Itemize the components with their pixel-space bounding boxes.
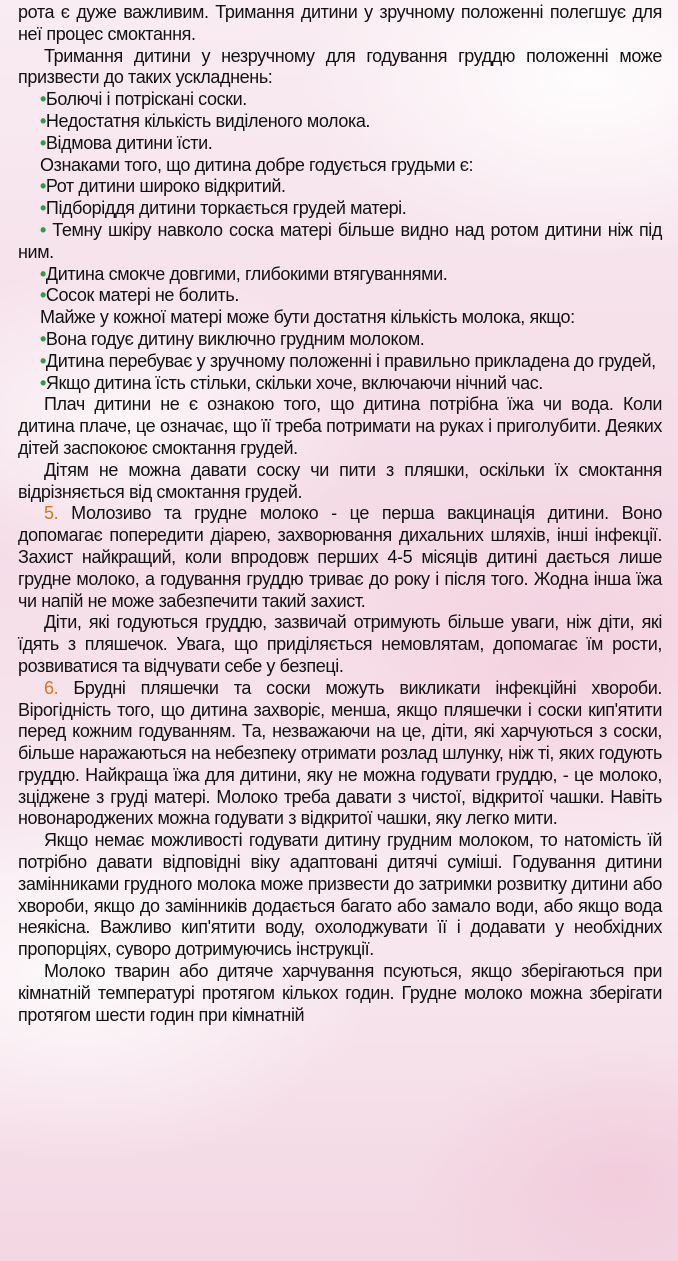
paragraph-1: рота є дуже важливим. Тримання дитини у зручному положенні полегшує для неї процес смоктання. — [18, 2, 662, 44]
bullet-icon: • — [40, 350, 46, 371]
section-5-text: Молозиво та грудне молоко - це перша вакцинація дитини. Воно допомагає попередити діарею, захворювання дихальних шляхів, інші інфекції. Захист найкращий, коли впродовж перших 4-5 місяців дитині дається лише грудне молоко, а годування груддю триває до року і після того. Жодна інша їжа чи напій не може забезпечити такий захист. — [18, 503, 662, 611]
paragraph-5: Плач дитини не є ознакою того, що дитина потрібна їжа чи вода. Коли дитина плаче, це означає, що її треба потримати на руках і приголубити. Деяких дітей заспокоює смоктання грудей. — [18, 394, 662, 458]
list-item — [18, 264, 662, 286]
list-item-text: Дитина перебуває у зручному положенні і правильно прикладена до грудей, — [45, 350, 656, 371]
bullet-icon: • — [40, 132, 46, 153]
list-item — [18, 133, 662, 155]
list-item-text: Вона годує дитину виключно грудним молоком. — [45, 328, 425, 349]
paragraph-2: Тримання дитини у незручному для годування груддю положенні може призвести до таких ускладнень: — [18, 45, 662, 88]
paragraph-11: Молоко тварин або дитяче харчування псуються, якщо зберігаються при кімнатній температурі протягом кількох годин. Грудне молоко можна зберігати протягом шести годин при кімнатній — [18, 961, 662, 1025]
list-item-text: Болючі і потріскані соски. — [45, 89, 247, 110]
list-item — [18, 220, 662, 264]
list-item — [18, 176, 662, 198]
list-item — [18, 351, 662, 373]
list-item — [18, 329, 662, 351]
paragraph-6: Дітям не можна давати соску чи пити з пляшки, оскільки їх смоктання відрізняється від смоктання грудей. — [18, 459, 662, 502]
list-item-text: Якщо дитина їсть стільки, скільки хоче, включаючи нічний час. — [45, 372, 543, 393]
bullet-icon: • — [40, 372, 46, 393]
document-text — [18, 2, 662, 1026]
section-6-paragraph — [18, 678, 662, 831]
bullet-icon: • — [40, 176, 46, 197]
list-item-text: Рот дитини широко відкритий. — [45, 176, 286, 197]
section-number: 6. — [44, 677, 59, 698]
bullet-icon: • — [40, 198, 46, 219]
good-feeding-signs-list — [18, 176, 662, 307]
list-item — [18, 111, 662, 133]
list-item-text: Підборіддя дитини торкається грудей матері. — [45, 198, 407, 219]
paragraph-3: Ознаками того, що дитина добре годується грудьми є: — [40, 154, 474, 175]
list-item-text: Дитина смокче довгими, глибокими втягуваннями. — [45, 263, 448, 284]
list-item — [18, 89, 662, 111]
section-5-paragraph — [18, 503, 662, 612]
list-item-text: Сосок матері не болить. — [45, 285, 239, 306]
list-item-text: Темну шкіру навколо соска матері більше видно над ротом дитини ніж під ним. — [18, 219, 662, 262]
section-6-text: Брудні пляшечки та соски можуть викликати інфекційні хвороби. Вірогідність того, що дитина захворіє, менша, якщо пляшечки і соски кип'ятити перед кожним годуванням. Та, незважаючи на це, діти, які харчуються з соски, більше наражаються на небезпеку отримати розлад шлунку, ніж ті, яких годують груддю. Найкраща їжа для дитини, яку не можна годувати груддю, - це молоко, зціджене з груді матері. Молоко треба давати з чистої, відкритої чашки. Навіть новонароджених можна годувати з відкритої чашки, яку легко мити. — [18, 677, 662, 829]
bullet-icon: • — [40, 285, 46, 306]
milk-supply-list — [18, 329, 662, 394]
complications-list — [18, 89, 662, 154]
list-item-text: Відмова дитини їсти. — [45, 132, 213, 153]
paragraph-10: Якщо немає можливості годувати дитину грудним молоком, то натомість їй потрібно давати відповідні віку адаптовані дитячі суміші. Годування дитини замінниками грудного молока може призвести до затримки розвитку дитини або хвороби, якщо до замінників додається багато або замало води, або якщо вода неякісна. Важливо кип'ятити воду, охолоджувати її і додавати у необхідних пропорціях, суворо дотримуючись інструкції. — [18, 830, 662, 960]
list-item-text: Недостатня кількість виділеного молока. — [45, 110, 371, 131]
list-item — [18, 285, 662, 307]
bullet-icon: • — [40, 219, 46, 240]
paragraph-4: Майже у кожної матері може бути достатня кількість молока, якщо: — [40, 307, 575, 328]
bullet-icon: • — [40, 110, 46, 131]
list-item — [18, 373, 662, 395]
bullet-icon: • — [40, 263, 46, 284]
section-number: 5. — [44, 503, 59, 524]
paragraph-8: Діти, які годуються груддю, зазвичай отримують більше уваги, ніж діти, які їдять з пляшечок. Увага, що приділяється немовлятам, допомагає їм рости, розвиватися та відчувати себе у безпеці. — [18, 612, 662, 676]
list-item — [18, 198, 662, 220]
bullet-icon: • — [40, 328, 46, 349]
bullet-icon: • — [40, 89, 46, 110]
